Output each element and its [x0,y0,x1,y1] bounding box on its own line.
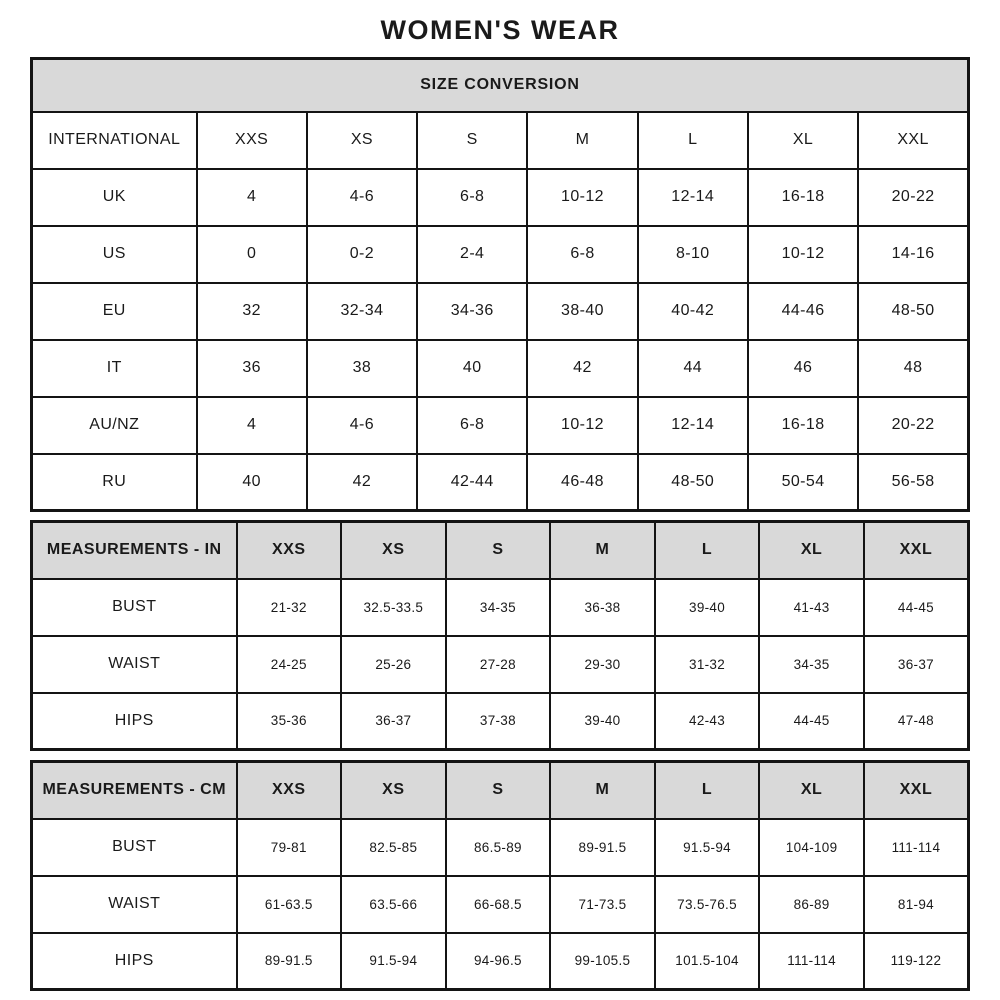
table-cell: 6-8 [527,226,637,283]
col-header-xl: XL [759,762,864,819]
table-cell: 82.5-85 [341,819,446,876]
col-header-xxs: XXS [237,762,342,819]
table-cell: 104-109 [759,819,864,876]
table-cell: 38 [307,340,417,397]
col-header-l: L [638,112,748,169]
measurements-in-header: MEASUREMENTS - IN [32,522,237,579]
table-cell: 40-42 [638,283,748,340]
row-label-ru: RU [32,454,197,511]
row-label-waist: WAIST [32,876,237,933]
col-header-xxs: XXS [237,522,342,579]
row-label-uk: UK [32,169,197,226]
table-row-it [32,340,969,397]
table-cell: 36 [197,340,307,397]
table-cell: 34-35 [759,636,864,693]
table-cell: 48 [858,340,968,397]
table-cell: 36-38 [550,579,655,636]
table-cell: 94-96.5 [446,933,551,990]
table-cell: 0-2 [307,226,417,283]
col-header-xs: XS [341,522,446,579]
table-cell: 14-16 [858,226,968,283]
col-header-xl: XL [759,522,864,579]
table-cell: 44-45 [759,693,864,750]
table-cell: 4-6 [307,169,417,226]
table-cell: 111-114 [864,819,969,876]
table-cell: 89-91.5 [550,819,655,876]
table-cell: 4 [197,397,307,454]
table-cell: 21-32 [237,579,342,636]
table-cell: 6-8 [417,397,527,454]
col-header-s: S [446,522,551,579]
col-header-s: S [417,112,527,169]
table-cell: 0 [197,226,307,283]
table-row-aunz [32,397,969,454]
size-conversion-column-header-row [32,112,969,169]
measurements-cm-table [30,760,970,991]
table-cell: 71-73.5 [550,876,655,933]
table-cell: 29-30 [550,636,655,693]
table-cell: 42 [527,340,637,397]
table-cell: 31-32 [655,636,760,693]
table-cell: 12-14 [638,397,748,454]
size-conversion-header: SIZE CONVERSION [32,59,969,112]
col-header-m: M [550,762,655,819]
table-cell: 47-48 [864,693,969,750]
table-cell: 12-14 [638,169,748,226]
table-cell: 10-12 [527,397,637,454]
row-label-aunz: AU/NZ [32,397,197,454]
table-cell: 50-54 [748,454,858,511]
table-cell: 42-43 [655,693,760,750]
table-cell: 44-45 [864,579,969,636]
table-cell: 20-22 [858,397,968,454]
table-row-us [32,226,969,283]
table-cell: 79-81 [237,819,342,876]
row-label-bust: BUST [32,579,237,636]
table-cell: 4 [197,169,307,226]
table-cell: 35-36 [237,693,342,750]
table-cell: 36-37 [864,636,969,693]
table-cell: 32-34 [307,283,417,340]
measurements-cm-header-row [32,762,969,819]
table-cell: 61-63.5 [237,876,342,933]
table-cell: 91.5-94 [341,933,446,990]
table-cell: 99-105.5 [550,933,655,990]
row-label-hips: HIPS [32,933,237,990]
table-cell: 25-26 [341,636,446,693]
table-cell: 91.5-94 [655,819,760,876]
col-header-xxl: XXL [864,522,969,579]
table-cell: 34-36 [417,283,527,340]
table-cell: 48-50 [638,454,748,511]
table-cell: 66-68.5 [446,876,551,933]
table-cell: 34-35 [446,579,551,636]
row-label-us: US [32,226,197,283]
table-cell: 8-10 [638,226,748,283]
table-cell: 119-122 [864,933,969,990]
col-header-xxs: XXS [197,112,307,169]
table-cell: 63.5-66 [341,876,446,933]
table-cell: 39-40 [550,693,655,750]
table-cell: 48-50 [858,283,968,340]
table-cell: 4-6 [307,397,417,454]
table-cell: 36-37 [341,693,446,750]
table-cell: 73.5-76.5 [655,876,760,933]
table-cell: 2-4 [417,226,527,283]
col-header-l: L [655,522,760,579]
table-row-uk [32,169,969,226]
table-cell: 6-8 [417,169,527,226]
col-header-m: M [527,112,637,169]
table-cell: 16-18 [748,169,858,226]
table-row-eu [32,283,969,340]
col-header-xl: XL [748,112,858,169]
col-header-xxl: XXL [864,762,969,819]
table-cell: 86-89 [759,876,864,933]
table-cell: 56-58 [858,454,968,511]
table-cell: 39-40 [655,579,760,636]
table-cell: 40 [197,454,307,511]
table-cell: 44 [638,340,748,397]
row-label-waist: WAIST [32,636,237,693]
row-label-it: IT [32,340,197,397]
table-row-waist-cm [32,876,969,933]
row-label-eu: EU [32,283,197,340]
table-cell: 16-18 [748,397,858,454]
measurements-in-header-row [32,522,969,579]
table-cell: 10-12 [527,169,637,226]
table-cell: 40 [417,340,527,397]
col-header-international: INTERNATIONAL [32,112,197,169]
table-cell: 32.5-33.5 [341,579,446,636]
col-header-xxl: XXL [858,112,968,169]
table-cell: 46-48 [527,454,637,511]
size-conversion-banner-row [32,59,969,112]
row-label-bust: BUST [32,819,237,876]
col-header-xs: XS [307,112,417,169]
measurements-cm-header: MEASUREMENTS - CM [32,762,237,819]
table-row-bust-in [32,579,969,636]
table-cell: 81-94 [864,876,969,933]
col-header-s: S [446,762,551,819]
size-conversion-table [30,57,970,512]
table-cell: 46 [748,340,858,397]
table-cell: 32 [197,283,307,340]
table-cell: 44-46 [748,283,858,340]
col-header-xs: XS [341,762,446,819]
table-cell: 101.5-104 [655,933,760,990]
table-row-ru [32,454,969,511]
table-cell: 42-44 [417,454,527,511]
table-row-waist-in [32,636,969,693]
table-cell: 86.5-89 [446,819,551,876]
table-cell: 10-12 [748,226,858,283]
table-cell: 111-114 [759,933,864,990]
table-cell: 38-40 [527,283,637,340]
table-row-bust-cm [32,819,969,876]
table-cell: 27-28 [446,636,551,693]
col-header-m: M [550,522,655,579]
row-label-hips: HIPS [32,693,237,750]
page-title: WOMEN'S WEAR [380,15,620,45]
table-cell: 41-43 [759,579,864,636]
table-row-hips-in [32,693,969,750]
table-row-hips-cm [32,933,969,990]
measurements-in-table [30,520,970,751]
table-cell: 42 [307,454,417,511]
table-cell: 89-91.5 [237,933,342,990]
table-cell: 37-38 [446,693,551,750]
col-header-l: L [655,762,760,819]
table-cell: 24-25 [237,636,342,693]
table-cell: 20-22 [858,169,968,226]
